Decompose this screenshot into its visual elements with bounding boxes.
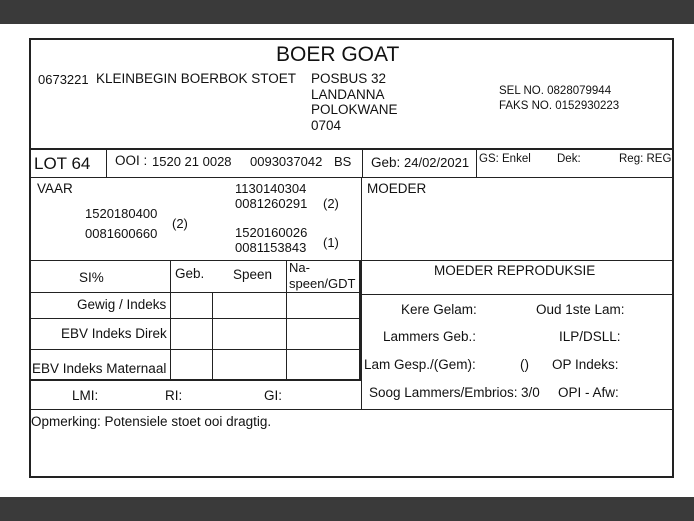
grandsire-1-mark: (2) [323,196,339,211]
lot-number: LOT 64 [34,154,91,173]
dob-value: 24/02/2021 [404,155,470,170]
address-line-1: POSBUS 32 [311,71,387,86]
grandsire-2-id-a: 1520160026 [235,225,308,240]
dam-label: MOEDER [367,181,427,196]
divider [30,148,674,150]
divider [212,292,213,380]
grandsire-1-id-a: 1130140304 [235,181,307,196]
sire-id-2: 0081600660 [85,226,158,241]
soog-value: 3/0 [521,385,540,400]
divider [286,260,287,380]
address-line-3: POLOKWANE [311,102,398,117]
divider [170,260,171,380]
row-ebv-direk: EBV Indeks Direk [61,326,167,341]
breeder-code: 0673221 [38,72,89,87]
sire-mark: (2) [172,216,188,231]
divider [30,379,361,381]
divider [30,177,674,178]
divider [361,294,674,295]
gs-field: GS: Enkel [479,153,531,165]
lmi-label: LMI: [72,388,99,403]
row-ebv-maternaal: EBV Indeks Maternaal [32,361,167,376]
ewe-id: 1520 21 0028 [152,154,232,169]
divider [30,349,361,350]
divider [30,292,361,293]
col-si: SI% [79,270,104,285]
col-geb: Geb. [175,266,205,281]
ri-label: RI: [165,388,183,403]
grandsire-2-mark: (1) [323,235,339,250]
reproduction-title: MOEDER REPRODUKSIE [434,263,596,278]
page-title: BOER GOAT [276,43,400,66]
kere-gelam: Kere Gelam: [401,302,477,317]
sire-label: VAAR [37,181,73,196]
divider [362,149,363,177]
sire-id-1: 1520180400 [85,206,158,221]
col-naspeen-1: Na- [289,260,310,275]
cell-number: SEL NO. 0828079944 [499,85,612,97]
breed-code: BS [334,154,352,169]
divider [106,149,107,177]
ewe-label: OOI : [115,153,148,168]
lam-gesp: Lam Gesp./(Gem): [364,357,476,372]
dek-field: Dek: [557,153,581,165]
oud-eerste-lam: Oud 1ste Lam: [536,302,625,317]
row-gewig-indeks: Gewig / Indeks [77,297,167,312]
col-speen: Speen [233,267,273,282]
remark: Opmerking: Potensiele stoet ooi dragtig. [31,414,272,429]
divider [476,149,477,177]
divider [30,409,674,410]
address-line-2: LANDANNA [311,87,385,102]
soog-lammers: Soog Lammers/Embrios: [369,385,518,400]
divider [359,260,361,380]
lam-gesp-value: () [520,357,529,372]
address-line-4: 0704 [311,118,342,133]
grandsire-1-id-b: 0081260291 [235,196,308,211]
divider [30,318,361,319]
top-bar [0,0,694,24]
divider [30,260,674,261]
opi-afw: OPI - Afw: [558,385,619,400]
breeder-name: KLEINBEGIN BOERBOK STOET [96,71,297,86]
op-indeks: OP Indeks: [552,357,619,372]
lammers-geb: Lammers Geb.: [383,329,477,344]
bottom-bar [0,497,694,521]
ewe-number: 0093037042 [250,154,323,169]
fax-number: FAKS NO. 0152930223 [499,100,620,112]
ilp-dsll: ILP/DSLL: [559,329,621,344]
gi-label: GI: [264,388,283,403]
dob-label: Geb: [371,155,401,170]
reg-field: Reg: REG [619,153,672,165]
grandsire-2-id-b: 0081153843 [235,240,307,255]
col-naspeen-2: speen/GDT [289,276,356,291]
